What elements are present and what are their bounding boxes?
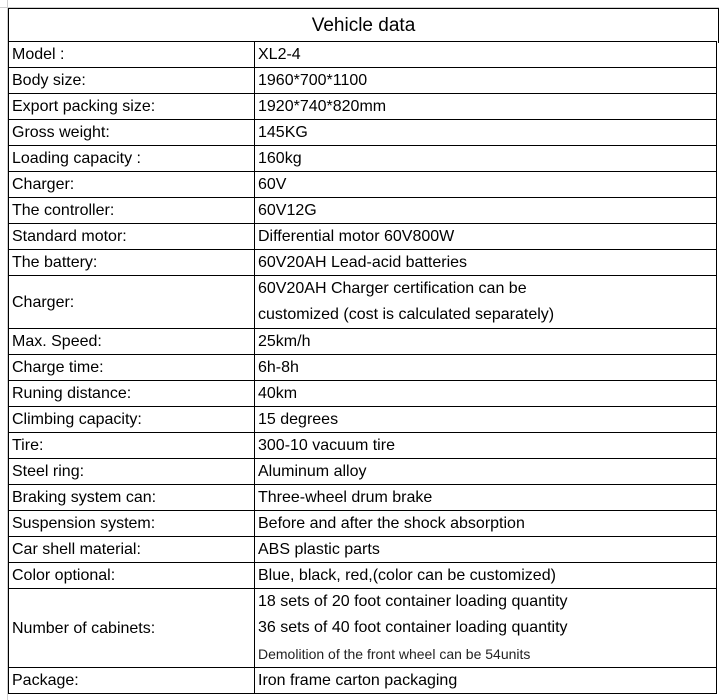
row-label[interactable]: Package: <box>9 668 255 694</box>
row-value[interactable]: Before and after the shock absorption <box>255 511 717 537</box>
row-label[interactable]: Max. Speed: <box>9 329 255 355</box>
table-row <box>9 68 717 94</box>
row-value[interactable]: Differential motor 60V800W <box>255 224 717 250</box>
row-label[interactable]: Tire: <box>9 433 255 459</box>
row-label[interactable]: Body size: <box>9 68 255 94</box>
table-row <box>9 42 717 68</box>
table-row <box>9 381 717 407</box>
row-label[interactable]: The controller: <box>9 198 255 224</box>
table-row <box>9 250 717 276</box>
row-label[interactable]: Number of cabinets: <box>9 589 255 668</box>
row-value[interactable]: 1920*740*820mm <box>255 94 717 120</box>
table-row <box>9 120 717 146</box>
table-row <box>9 668 717 694</box>
row-label[interactable]: Climbing capacity: <box>9 407 255 433</box>
row-value[interactable] <box>255 589 717 668</box>
row-label[interactable]: Charger: <box>9 172 255 198</box>
row-label[interactable]: Braking system can: <box>9 485 255 511</box>
table-row <box>9 276 717 329</box>
row-value[interactable]: Iron frame carton packaging <box>255 668 717 694</box>
table-row <box>9 198 717 224</box>
row-label[interactable]: Model : <box>9 42 255 68</box>
table-row <box>9 485 717 511</box>
table-row <box>9 94 717 120</box>
row-label[interactable]: Car shell material: <box>9 537 255 563</box>
row-label[interactable]: Charger: <box>9 276 255 329</box>
value-line: 18 sets of 20 foot container loading quantity <box>258 593 568 610</box>
value-line: 60V20AH Charger certification can be <box>258 280 527 297</box>
row-value[interactable]: Three-wheel drum brake <box>255 485 717 511</box>
value-line: customized (cost is calculated separately) <box>258 306 555 323</box>
table-row <box>9 172 717 198</box>
table-row <box>9 433 717 459</box>
row-label[interactable]: Runing distance: <box>9 381 255 407</box>
row-value[interactable]: Blue, black, red,(color can be customized) <box>255 563 717 589</box>
row-label[interactable]: Loading capacity : <box>9 146 255 172</box>
row-value[interactable]: 25km/h <box>255 329 717 355</box>
row-value[interactable]: 60V12G <box>255 198 717 224</box>
row-label[interactable]: Steel ring: <box>9 459 255 485</box>
row-value[interactable]: XL2-4 <box>255 42 717 68</box>
row-value[interactable] <box>255 276 717 329</box>
row-label[interactable]: Export packing size: <box>9 94 255 120</box>
value-line: 36 sets of 40 foot container loading quantity <box>258 619 568 636</box>
row-label[interactable]: Color optional: <box>9 563 255 589</box>
row-label[interactable]: Gross weight: <box>9 120 255 146</box>
row-value[interactable]: 160kg <box>255 146 717 172</box>
table-row <box>9 537 717 563</box>
row-value[interactable]: 300-10 vacuum tire <box>255 433 717 459</box>
row-label[interactable]: Standard motor: <box>9 224 255 250</box>
table-row <box>9 329 717 355</box>
row-value[interactable]: 1960*700*1100 <box>255 68 717 94</box>
table-row <box>9 589 717 668</box>
row-value[interactable]: ABS plastic parts <box>255 537 717 563</box>
row-value[interactable]: 6h-8h <box>255 355 717 381</box>
table-row <box>9 459 717 485</box>
row-label[interactable]: The battery: <box>9 250 255 276</box>
table-row <box>9 511 717 537</box>
row-label[interactable]: Charge time: <box>9 355 255 381</box>
table-row <box>9 146 717 172</box>
table-row <box>9 355 717 381</box>
row-value[interactable]: Aluminum alloy <box>255 459 717 485</box>
table-title: Vehicle data <box>8 8 719 43</box>
row-value[interactable]: 15 degrees <box>255 407 717 433</box>
row-value[interactable]: 60V20AH Lead-acid batteries <box>255 250 717 276</box>
table-row <box>9 407 717 433</box>
row-value[interactable]: 40km <box>255 381 717 407</box>
table-row <box>9 224 717 250</box>
row-label[interactable]: Suspension system: <box>9 511 255 537</box>
vehicle-data-table <box>8 41 717 694</box>
value-line: Demolition of the front wheel can be 54units <box>258 646 531 662</box>
row-value[interactable]: 60V <box>255 172 717 198</box>
row-value[interactable]: 145KG <box>255 120 717 146</box>
table-row <box>9 563 717 589</box>
